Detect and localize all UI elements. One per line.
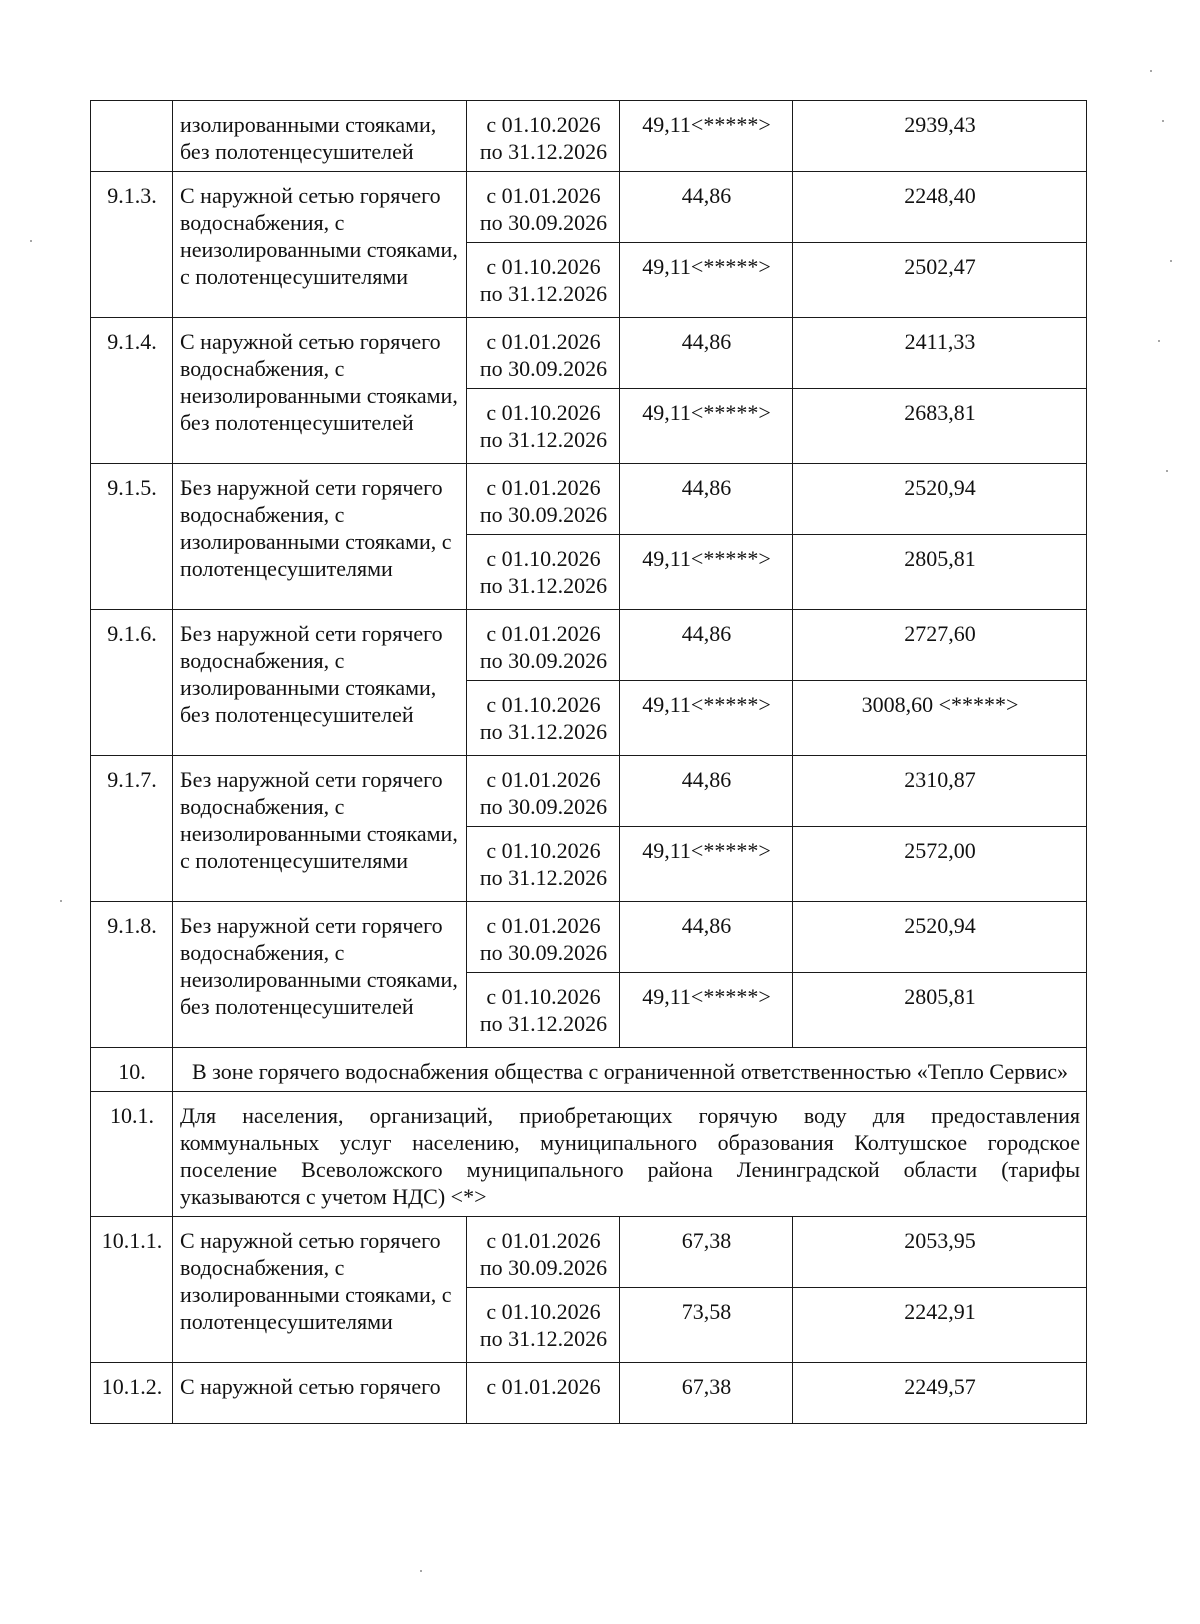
- row-description: Без наружной сети горячего водоснабжения, с изолированными стояками, без полотенцесушителей: [173, 610, 467, 756]
- period-cell: с 01.01.2026: [467, 1363, 620, 1424]
- table-row: [91, 756, 1087, 827]
- section-number: 10.1.: [91, 1092, 173, 1217]
- value1-cell: 67,38: [620, 1363, 793, 1424]
- tariff-table: [90, 100, 1087, 1424]
- value1-cell: 44,86: [620, 318, 793, 389]
- period-cell: с 01.10.2026 по 31.12.2026: [467, 243, 620, 318]
- section-title: В зоне горячего водоснабжения общества с ограниченной ответственностью «Тепло Сервис»: [173, 1048, 1087, 1092]
- row-number: 9.1.3.: [91, 172, 173, 318]
- scan-speck: [1166, 470, 1168, 472]
- row-description: Без наружной сети горячего водоснабжения, с неизолированными стояками, с полотенцесушителями: [173, 756, 467, 902]
- value2-cell: 2053,95: [793, 1217, 1087, 1288]
- scan-speck: [60, 900, 62, 902]
- row-description: изолированными стояками, без полотенцесушителей: [173, 101, 467, 172]
- row-number: 9.1.5.: [91, 464, 173, 610]
- row-number: 9.1.8.: [91, 902, 173, 1048]
- value1-cell: 49,11<*****>: [620, 681, 793, 756]
- period-cell: с 01.01.2026 по 30.09.2026: [467, 318, 620, 389]
- row-number: 9.1.4.: [91, 318, 173, 464]
- value1-cell: 44,86: [620, 464, 793, 535]
- row-description: С наружной сетью горячего водоснабжения, с неизолированными стояками, без полотенцесушителей: [173, 318, 467, 464]
- value2-cell: 2248,40: [793, 172, 1087, 243]
- value2-cell: 2249,57: [793, 1363, 1087, 1424]
- value1-cell: 44,86: [620, 756, 793, 827]
- value2-cell: 2520,94: [793, 464, 1087, 535]
- row-number: 9.1.6.: [91, 610, 173, 756]
- value2-cell: 2242,91: [793, 1288, 1087, 1363]
- period-cell: с 01.01.2026 по 30.09.2026: [467, 902, 620, 973]
- value1-cell: 49,11<*****>: [620, 827, 793, 902]
- value2-cell: 2939,43: [793, 101, 1087, 172]
- value2-cell: 2805,81: [793, 535, 1087, 610]
- value1-cell: 49,11<*****>: [620, 973, 793, 1048]
- value2-cell: 2411,33: [793, 318, 1087, 389]
- section-text: Для населения, организаций, приобретающих горячую воду для предоставления коммунальных услуг населению, муниципального образования Колтушское городское поселение Всеволожского муниципального района Ленинградской области (тарифы указываются с учетом НДС) <*>: [173, 1092, 1087, 1217]
- row-description: Без наружной сети горячего водоснабжения, с неизолированными стояками, без полотенцесушителей: [173, 902, 467, 1048]
- scan-speck: [1158, 340, 1160, 342]
- row-number: 9.1.7.: [91, 756, 173, 902]
- period-cell: с 01.10.2026 по 31.12.2026: [467, 973, 620, 1048]
- scan-speck: [420, 1570, 422, 1572]
- value1-cell: 44,86: [620, 610, 793, 681]
- period-cell: с 01.10.2026 по 31.12.2026: [467, 535, 620, 610]
- row-description: С наружной сетью горячего водоснабжения, с изолированными стояками, с полотенцесушителями: [173, 1217, 467, 1363]
- table-row: [91, 1217, 1087, 1288]
- value1-cell: 73,58: [620, 1288, 793, 1363]
- scan-speck: [30, 240, 32, 242]
- value1-cell: 44,86: [620, 172, 793, 243]
- section-number: 10.: [91, 1048, 173, 1092]
- value2-cell: 2727,60: [793, 610, 1087, 681]
- table-row: [91, 1092, 1087, 1217]
- value2-cell: 2683,81: [793, 389, 1087, 464]
- period-cell: с 01.10.2026 по 31.12.2026: [467, 681, 620, 756]
- value1-cell: 49,11<*****>: [620, 243, 793, 318]
- period-cell: с 01.01.2026 по 30.09.2026: [467, 1217, 620, 1288]
- table-row: [91, 1048, 1087, 1092]
- value1-cell: 67,38: [620, 1217, 793, 1288]
- value2-cell: 2502,47: [793, 243, 1087, 318]
- table-row: [91, 902, 1087, 973]
- value1-cell: 49,11<*****>: [620, 101, 793, 172]
- row-description: С наружной сетью горячего водоснабжения, с неизолированными стояками, с полотенцесушителями: [173, 172, 467, 318]
- scan-speck: [1170, 260, 1172, 262]
- value1-cell: 49,11<*****>: [620, 389, 793, 464]
- value2-cell: 2572,00: [793, 827, 1087, 902]
- value2-cell: 2310,87: [793, 756, 1087, 827]
- scan-speck: [1162, 120, 1164, 122]
- table-row: [91, 1363, 1087, 1424]
- period-cell: с 01.01.2026 по 30.09.2026: [467, 610, 620, 681]
- value2-cell: 2520,94: [793, 902, 1087, 973]
- period-cell: с 01.10.2026 по 31.12.2026: [467, 827, 620, 902]
- row-number: [91, 101, 173, 172]
- period-cell: с 01.10.2026 по 31.12.2026: [467, 389, 620, 464]
- table-row: [91, 464, 1087, 535]
- value2-cell: 2805,81: [793, 973, 1087, 1048]
- period-cell: с 01.01.2026 по 30.09.2026: [467, 172, 620, 243]
- period-cell: с 01.10.2026 по 31.12.2026: [467, 1288, 620, 1363]
- row-number: 10.1.2.: [91, 1363, 173, 1424]
- table-row: [91, 318, 1087, 389]
- table-row: [91, 101, 1087, 172]
- table-row: [91, 610, 1087, 681]
- value1-cell: 44,86: [620, 902, 793, 973]
- value1-cell: 49,11<*****>: [620, 535, 793, 610]
- row-description: Без наружной сети горячего водоснабжения, с изолированными стояками, с полотенцесушителями: [173, 464, 467, 610]
- period-cell: с 01.01.2026 по 30.09.2026: [467, 464, 620, 535]
- value2-cell: 3008,60 <*****>: [793, 681, 1087, 756]
- period-cell: с 01.01.2026 по 30.09.2026: [467, 756, 620, 827]
- scan-speck: [1150, 70, 1152, 72]
- table-row: [91, 172, 1087, 243]
- period-cell: с 01.10.2026 по 31.12.2026: [467, 101, 620, 172]
- row-description: С наружной сетью горячего: [173, 1363, 467, 1424]
- row-number: 10.1.1.: [91, 1217, 173, 1363]
